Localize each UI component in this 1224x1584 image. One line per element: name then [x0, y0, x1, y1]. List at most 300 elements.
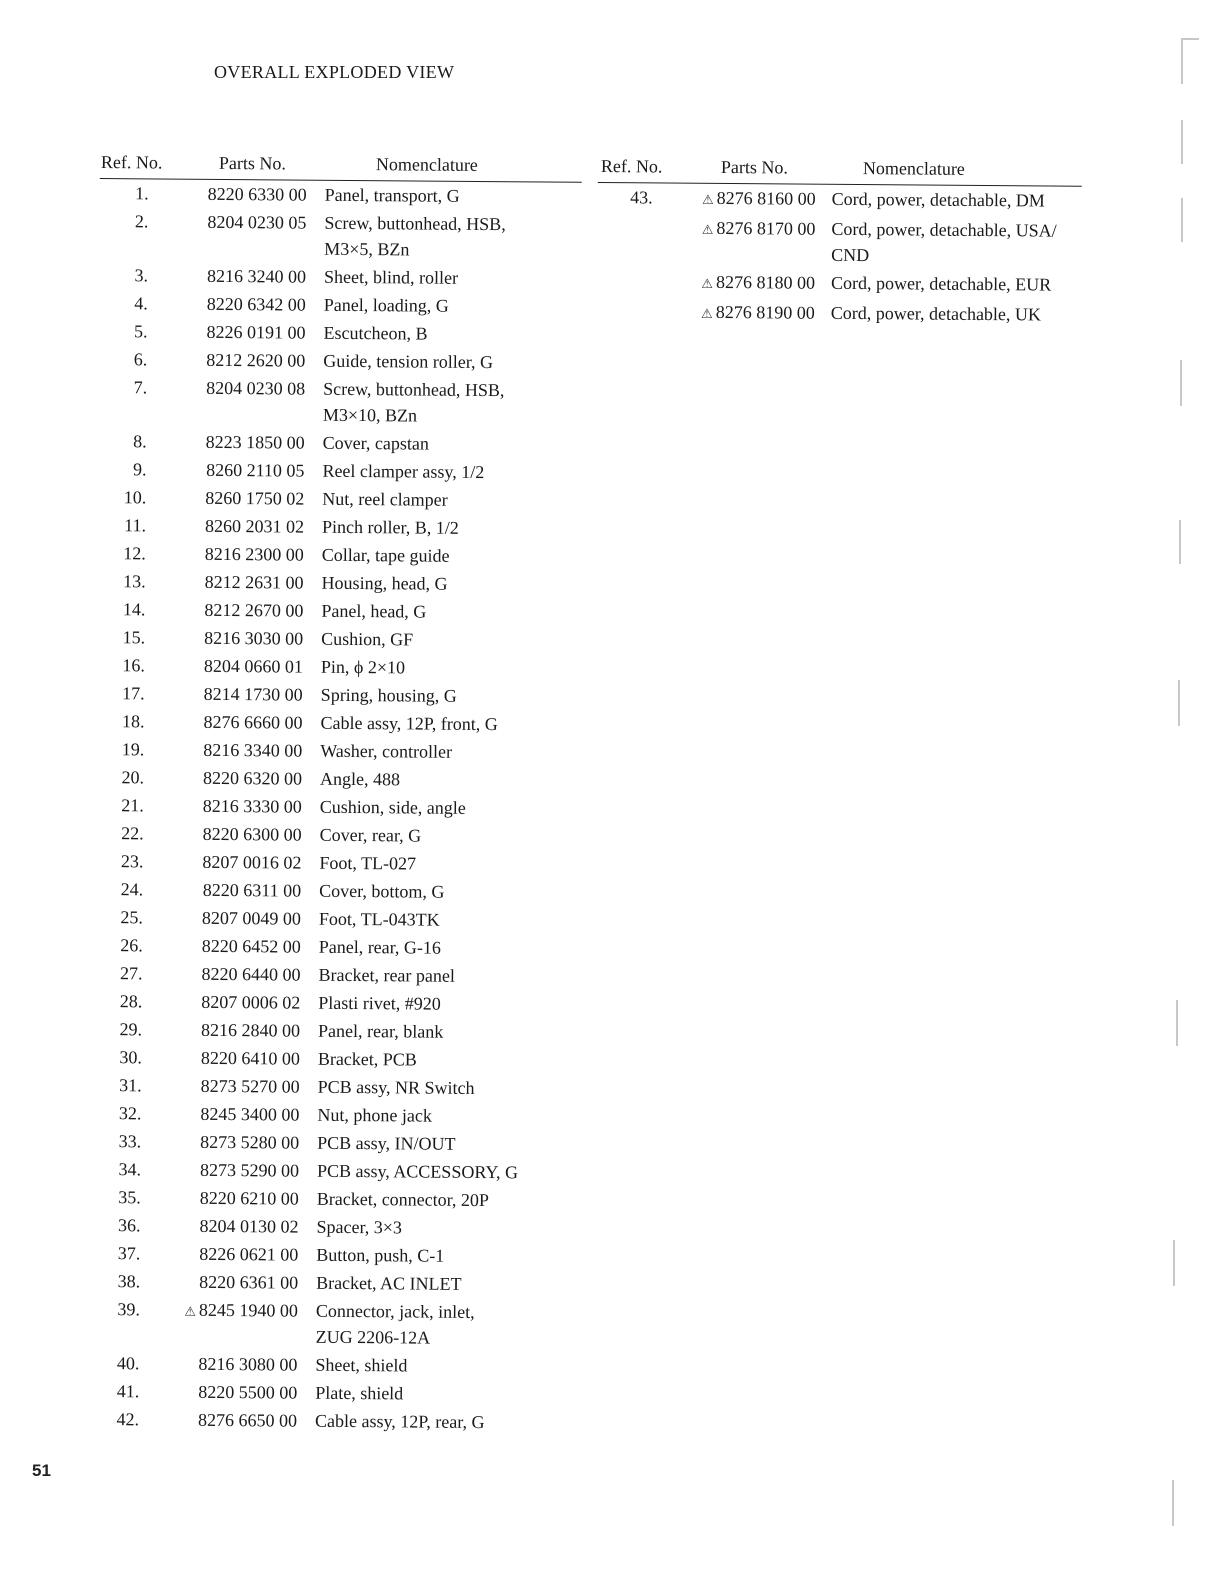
table-row: [93, 1071, 575, 1102]
parts-number: 8220 6440 00: [201, 963, 301, 985]
nomenclature-line: M3×10, BZn: [322, 404, 418, 426]
parts-number: 8220 6300 00: [202, 823, 302, 845]
ref-no: 1.: [135, 183, 149, 204]
parts-no: [653, 184, 816, 213]
nomenclature-line: Guide, tension roller, G: [323, 350, 494, 373]
parts-number: 8273 5280 00: [200, 1131, 300, 1153]
table-row: [94, 903, 576, 934]
table-row: [91, 1295, 573, 1352]
table-row: [98, 317, 580, 348]
ref-no: 37.: [117, 1243, 141, 1264]
parts-number: 8220 5500 00: [198, 1381, 298, 1403]
parts-number: 8223 1850 00: [205, 431, 305, 453]
parts-number: 8212 2631 00: [204, 571, 304, 593]
parts-number: 8204 0230 05: [207, 211, 307, 233]
parts-no: [141, 1156, 299, 1183]
table-row: [99, 261, 581, 292]
nomenclature-line: Cushion, GF: [321, 628, 414, 650]
warning-icon: ⚠: [701, 191, 714, 207]
nomenclature: [319, 878, 576, 906]
table-row: [95, 707, 577, 738]
parts-number: 8226 0191 00: [206, 321, 306, 343]
nomenclature-line: Cord, power, detachable, USA/: [831, 218, 1057, 241]
nomenclature-line: Escutcheon, B: [323, 322, 428, 344]
ref-no: 7.: [133, 377, 148, 398]
parts-no: [141, 1128, 299, 1155]
ref-no: 5.: [133, 321, 148, 342]
table-row: [91, 1267, 573, 1298]
parts-number: 8273 5270 00: [200, 1075, 300, 1097]
scan-edge-mark: [1181, 38, 1199, 40]
parts-no: [148, 290, 306, 317]
table-row: [94, 875, 576, 906]
parts-no: [143, 904, 301, 931]
nomenclature: [831, 270, 1081, 298]
parts-no: [139, 1350, 297, 1377]
table-row: [98, 427, 580, 458]
nomenclature-line: PCB assy, NR Switch: [317, 1076, 475, 1098]
nomenclature-line: Cord, power, detachable, UK: [830, 302, 1042, 325]
header-ref-no: Ref. No.: [100, 152, 163, 173]
nomenclature: [324, 210, 581, 264]
table-body: [597, 183, 1082, 330]
parts-number: 8220 6320 00: [202, 767, 303, 789]
nomenclature: [320, 794, 577, 822]
nomenclature: [317, 1158, 574, 1186]
nomenclature-line: Button, push, C-1: [316, 1244, 445, 1266]
nomenclature: [320, 822, 577, 850]
parts-number: 8216 3080 00: [198, 1353, 298, 1375]
scan-edge-mark: [1176, 1000, 1178, 1046]
nomenclature: [831, 300, 1081, 328]
parts-no: [146, 568, 304, 595]
header-parts-no: Parts No.: [720, 156, 788, 178]
nomenclature-line: Nut, reel clamper: [322, 488, 448, 510]
table-row: [597, 297, 1081, 330]
nomenclature-line: Cover, bottom, G: [319, 880, 445, 902]
parts-no: [144, 820, 302, 847]
parts-no: [147, 318, 305, 345]
parts-no: [144, 736, 302, 763]
parts-no: [145, 652, 303, 679]
nomenclature: [318, 962, 575, 990]
parts-no: [652, 298, 815, 327]
nomenclature-line: Angle, 488: [319, 768, 401, 790]
warning-icon: ⚠: [701, 275, 714, 291]
nomenclature-line: Screw, buttonhead, HSB,: [324, 212, 506, 235]
nomenclature-line: PCB assy, IN/OUT: [317, 1132, 456, 1154]
nomenclature-line: Panel, head, G: [321, 600, 427, 622]
ref-no: 2.: [134, 211, 149, 232]
ref-no: 13.: [123, 571, 146, 592]
ref-no: 8.: [133, 431, 147, 452]
parts-number: 8273 5290 00: [199, 1159, 300, 1181]
table-row: [97, 455, 579, 486]
nomenclature-line: Cord, power, detachable, EUR: [830, 272, 1052, 295]
table-row: [97, 511, 579, 542]
nomenclature: [319, 850, 576, 878]
parts-number: 8260 2031 02: [204, 515, 305, 537]
parts-no: [147, 428, 305, 455]
nomenclature-line: Nut, phone jack: [317, 1104, 432, 1126]
parts-number: 8245 3400 00: [200, 1103, 300, 1125]
parts-no: [140, 1240, 298, 1267]
nomenclature: [324, 292, 581, 320]
parts-number: 8245 1940 00: [198, 1299, 298, 1321]
parts-table-left: [90, 150, 582, 1437]
nomenclature: [318, 990, 575, 1018]
parts-no: [142, 960, 300, 987]
nomenclature-line: Collar, tape guide: [321, 544, 450, 566]
nomenclature-line: Panel, rear, blank: [318, 1020, 444, 1042]
nomenclature: [322, 542, 579, 570]
table-row: [90, 1377, 572, 1408]
scan-edge-mark: [1181, 120, 1183, 164]
table-row: [96, 651, 578, 682]
table-row: [100, 179, 582, 210]
ref-no: 18.: [121, 711, 145, 732]
nomenclature: [321, 598, 578, 626]
nomenclature: [316, 1242, 573, 1270]
nomenclature-line: Plate, shield: [315, 1382, 404, 1404]
table-row: [95, 763, 577, 794]
ref-no: 34.: [118, 1159, 142, 1180]
table-row: [93, 1043, 575, 1074]
nomenclature-line: Spacer, 3×3: [316, 1216, 403, 1238]
nomenclature-line: Connector, jack, inlet,: [315, 1300, 475, 1322]
parts-no: [144, 792, 302, 819]
parts-no: [142, 988, 300, 1015]
parts-no: [140, 1296, 298, 1325]
ref-no: 14.: [122, 599, 146, 620]
nomenclature: [322, 458, 579, 486]
table-row: [598, 183, 1082, 216]
ref-no: 29.: [119, 1019, 143, 1040]
nomenclature: [320, 738, 577, 766]
nomenclature-line: Pin, ϕ 2×10: [320, 656, 406, 678]
parts-no: [146, 484, 304, 511]
table-row: [92, 1127, 574, 1158]
nomenclature: [315, 1352, 572, 1380]
scan-edge-mark: [1172, 1480, 1174, 1526]
parts-no: [146, 512, 304, 539]
ref-no: 20.: [121, 767, 145, 788]
nomenclature-line: Panel, rear, G-16: [318, 936, 442, 958]
parts-number: 8260 1750 02: [205, 487, 305, 509]
table-row: [92, 1155, 574, 1186]
ref-no: 36.: [117, 1215, 141, 1236]
table-row: [97, 539, 579, 570]
nomenclature-line: PCB assy, ACCESSORY, G: [316, 1160, 519, 1183]
parts-number: 8276 8180 00: [715, 271, 816, 293]
parts-number: 8276 8160 00: [716, 187, 816, 209]
parts-number: 8260 2110 05: [206, 459, 305, 481]
parts-no: [143, 848, 301, 875]
parts-number: 8276 6650 00: [197, 1409, 298, 1431]
page-number: 51: [32, 1461, 51, 1480]
parts-no: [146, 540, 304, 567]
table-body: [90, 179, 582, 1436]
nomenclature: [317, 1102, 574, 1130]
parts-number: 8220 6311 00: [202, 879, 302, 901]
table-row: [93, 1015, 575, 1046]
page-title: OVERALL EXPLODED VIEW: [214, 62, 455, 82]
ref-no: 27.: [119, 963, 143, 984]
ref-no: 11.: [124, 515, 147, 536]
nomenclature: [320, 710, 577, 738]
parts-no: [147, 374, 305, 401]
warning-icon: ⚠: [701, 305, 713, 321]
ref-no: 39.: [117, 1299, 140, 1320]
parts-no: [142, 1016, 300, 1043]
nomenclature-line: Housing, head, G: [321, 572, 448, 594]
table-row: [92, 1099, 574, 1130]
table-row: [91, 1211, 573, 1242]
parts-table-right: [597, 154, 1082, 331]
ref-no: 10.: [123, 487, 147, 508]
parts-no: [141, 1100, 299, 1127]
scan-edge-mark: [1181, 38, 1183, 84]
ref-no: 31.: [119, 1075, 142, 1096]
table-row: [96, 679, 578, 710]
ref-no: 35.: [118, 1187, 141, 1208]
parts-number: 8204 0230 08: [206, 377, 306, 399]
parts-no: [148, 208, 306, 235]
ref-no: 41.: [116, 1381, 140, 1402]
table-row: [97, 567, 579, 598]
parts-number: 8220 6410 00: [200, 1047, 300, 1069]
parts-no: [140, 1268, 298, 1295]
scan-edge-mark: [1181, 198, 1183, 242]
ref-no: 19.: [121, 739, 145, 760]
parts-no: [148, 262, 306, 289]
ref-no: 16.: [122, 655, 146, 676]
ref-no: 22.: [121, 823, 144, 844]
nomenclature-line: M3×5, BZn: [324, 238, 410, 260]
parts-number: 8220 6452 00: [201, 935, 301, 957]
ref-no: 30.: [119, 1047, 142, 1068]
nomenclature: [324, 264, 581, 292]
nomenclature-line: CND: [831, 244, 870, 266]
table-row: [98, 345, 580, 376]
parts-number: 8220 6342 00: [206, 293, 306, 315]
parts-no: [145, 680, 303, 707]
nomenclature: [315, 1408, 572, 1436]
ref-no: 4.: [134, 293, 148, 314]
parts-number: 8216 3330 00: [202, 795, 302, 817]
parts-no: [652, 214, 815, 243]
parts-number: 8220 6361 00: [199, 1271, 299, 1293]
table-row: [93, 959, 575, 990]
parts-number: 8216 2300 00: [204, 543, 304, 565]
nomenclature-line: Bracket, AC INLET: [316, 1272, 462, 1294]
parts-number: 8216 3030 00: [204, 627, 304, 649]
table-row: [97, 483, 579, 514]
parts-no: [147, 346, 305, 373]
parts-no: [146, 456, 304, 483]
ref-no: 26.: [120, 935, 143, 956]
ref-no: 17.: [122, 683, 145, 704]
nomenclature: [323, 430, 580, 458]
table-row: [597, 267, 1081, 300]
nomenclature-line: Pinch roller, B, 1/2: [321, 516, 459, 538]
table-header: [100, 150, 582, 183]
ref-no: 9.: [132, 459, 147, 480]
nomenclature-line: Panel, loading, G: [323, 294, 449, 316]
parts-no: [145, 596, 303, 623]
parts-number: 8276 8170 00: [716, 217, 816, 239]
scan-edge-mark: [1178, 680, 1180, 726]
ref-no: 25.: [120, 907, 144, 928]
ref-no: 15.: [122, 627, 146, 648]
parts-no: [139, 1406, 297, 1433]
nomenclature: [323, 320, 580, 348]
nomenclature: [322, 486, 579, 514]
table-row: [99, 289, 581, 320]
table-row: [95, 735, 577, 766]
header-nomenclature: Nomenclature: [375, 154, 478, 175]
table-row: [98, 373, 580, 430]
nomenclature: [318, 1074, 575, 1102]
parts-number: 8226 0621 00: [199, 1243, 299, 1265]
nomenclature-line: Sheet, blind, roller: [323, 266, 459, 288]
nomenclature-line: Plasti rivet, #920: [318, 992, 441, 1014]
nomenclature: [323, 376, 580, 430]
parts-number: 8207 0049 00: [201, 907, 302, 929]
nomenclature-line: Cover, capstan: [322, 432, 430, 454]
nomenclature: [832, 186, 1082, 214]
table-row: [94, 931, 576, 962]
nomenclature: [316, 1270, 573, 1298]
nomenclature: [325, 182, 582, 210]
nomenclature-line: Cover, rear, G: [319, 824, 422, 846]
table-row: [94, 847, 576, 878]
ref-no: 6.: [133, 349, 148, 370]
parts-no: [143, 876, 301, 903]
nomenclature-line: Reel clamper assy, 1/2: [322, 460, 485, 483]
nomenclature: [315, 1380, 572, 1408]
nomenclature: [316, 1214, 573, 1242]
parts-number: 8207 0006 02: [201, 991, 301, 1013]
ref-no: 3.: [134, 265, 149, 286]
nomenclature: [317, 1186, 574, 1214]
nomenclature-line: Cushion, side, angle: [319, 796, 466, 818]
ref-no: 42.: [116, 1409, 140, 1430]
nomenclature-line: Washer, controller: [320, 740, 453, 762]
nomenclature-line: Bracket, PCB: [317, 1048, 417, 1070]
table-row: [96, 623, 578, 654]
parts-no: [139, 1378, 297, 1405]
parts-number: 8220 6210 00: [199, 1187, 299, 1209]
nomenclature: [319, 906, 576, 934]
table-row: [91, 1239, 573, 1270]
parts-no: [142, 1044, 300, 1071]
parts-number: 8204 0130 02: [199, 1215, 299, 1237]
parts-number: 8212 2670 00: [204, 599, 304, 621]
parts-no: [141, 1184, 299, 1211]
table-row: [99, 207, 581, 264]
parts-number: 8207 0016 02: [202, 851, 302, 873]
scan-edge-mark: [1179, 520, 1181, 564]
table-row: [96, 595, 578, 626]
table-row: [92, 1183, 574, 1214]
nomenclature: [322, 570, 579, 598]
header-parts-no: Parts No.: [218, 152, 286, 174]
nomenclature-line: Foot, TL-043TK: [318, 908, 440, 930]
ref-no: 32.: [118, 1103, 142, 1124]
nomenclature: [319, 934, 576, 962]
nomenclature-line: Foot, TL-027: [319, 852, 417, 874]
nomenclature-line: ZUG 2206-12A: [315, 1326, 431, 1348]
ref-no: 38.: [117, 1271, 141, 1292]
ref-no: 40.: [116, 1353, 140, 1374]
parts-number: 8276 8190 00: [715, 301, 815, 323]
header-nomenclature: Nomenclature: [862, 158, 965, 179]
parts-number: 8216 3240 00: [206, 265, 307, 287]
nomenclature-line: Sheet, shield: [315, 1354, 408, 1376]
nomenclature: [323, 348, 580, 376]
nomenclature: [318, 1046, 575, 1074]
nomenclature: [321, 626, 578, 654]
parts-number: 8204 0660 01: [203, 655, 304, 677]
nomenclature: [317, 1130, 574, 1158]
header-ref-no: Ref. No.: [600, 156, 663, 177]
table-row: [93, 987, 575, 1018]
nomenclature: [320, 766, 577, 794]
nomenclature: [831, 216, 1081, 270]
parts-no: [144, 708, 302, 735]
parts-no: [144, 764, 302, 791]
nomenclature-line: Cable assy, 12P, rear, G: [314, 1410, 485, 1433]
ref-no: 23.: [120, 851, 144, 872]
nomenclature: [321, 682, 578, 710]
table-row: [95, 819, 577, 850]
nomenclature: [321, 654, 578, 682]
nomenclature-line: Cable assy, 12P, front, G: [320, 712, 498, 735]
parts-no: [140, 1212, 298, 1239]
ref-no: 12.: [123, 543, 146, 564]
parts-no: [149, 180, 307, 207]
nomenclature-line: Cord, power, detachable, DM: [831, 188, 1045, 211]
scan-edge-mark: [1180, 360, 1182, 406]
parts-number: 8212 2620 00: [206, 349, 306, 371]
table-row: [90, 1349, 572, 1380]
parts-no: [652, 268, 815, 297]
parts-number: 8216 3340 00: [203, 739, 303, 761]
nomenclature: [318, 1018, 575, 1046]
parts-number: 8216 2840 00: [201, 1019, 301, 1041]
nomenclature-line: Bracket, connector, 20P: [316, 1188, 490, 1211]
nomenclature-line: Bracket, rear panel: [318, 964, 456, 986]
ref-no: 28.: [119, 991, 143, 1012]
parts-number: 8276 6660 00: [203, 711, 303, 733]
nomenclature-line: Screw, buttonhead, HSB,: [323, 378, 505, 401]
nomenclature-line: Panel, transport, G: [324, 184, 460, 206]
ref-no: 24.: [120, 879, 144, 900]
parts-no: [143, 932, 301, 959]
parts-no: [145, 624, 303, 651]
nomenclature: [316, 1298, 573, 1352]
table-header: [598, 154, 1082, 187]
table-row: [597, 213, 1081, 270]
parts-number: 8220 6330 00: [207, 183, 307, 205]
parts-no: [142, 1072, 300, 1099]
table-row: [95, 791, 577, 822]
ref-no: 33.: [118, 1131, 142, 1152]
warning-icon: ⚠: [701, 221, 714, 237]
table-row: [90, 1405, 572, 1436]
ref-no: 43.: [630, 187, 653, 208]
